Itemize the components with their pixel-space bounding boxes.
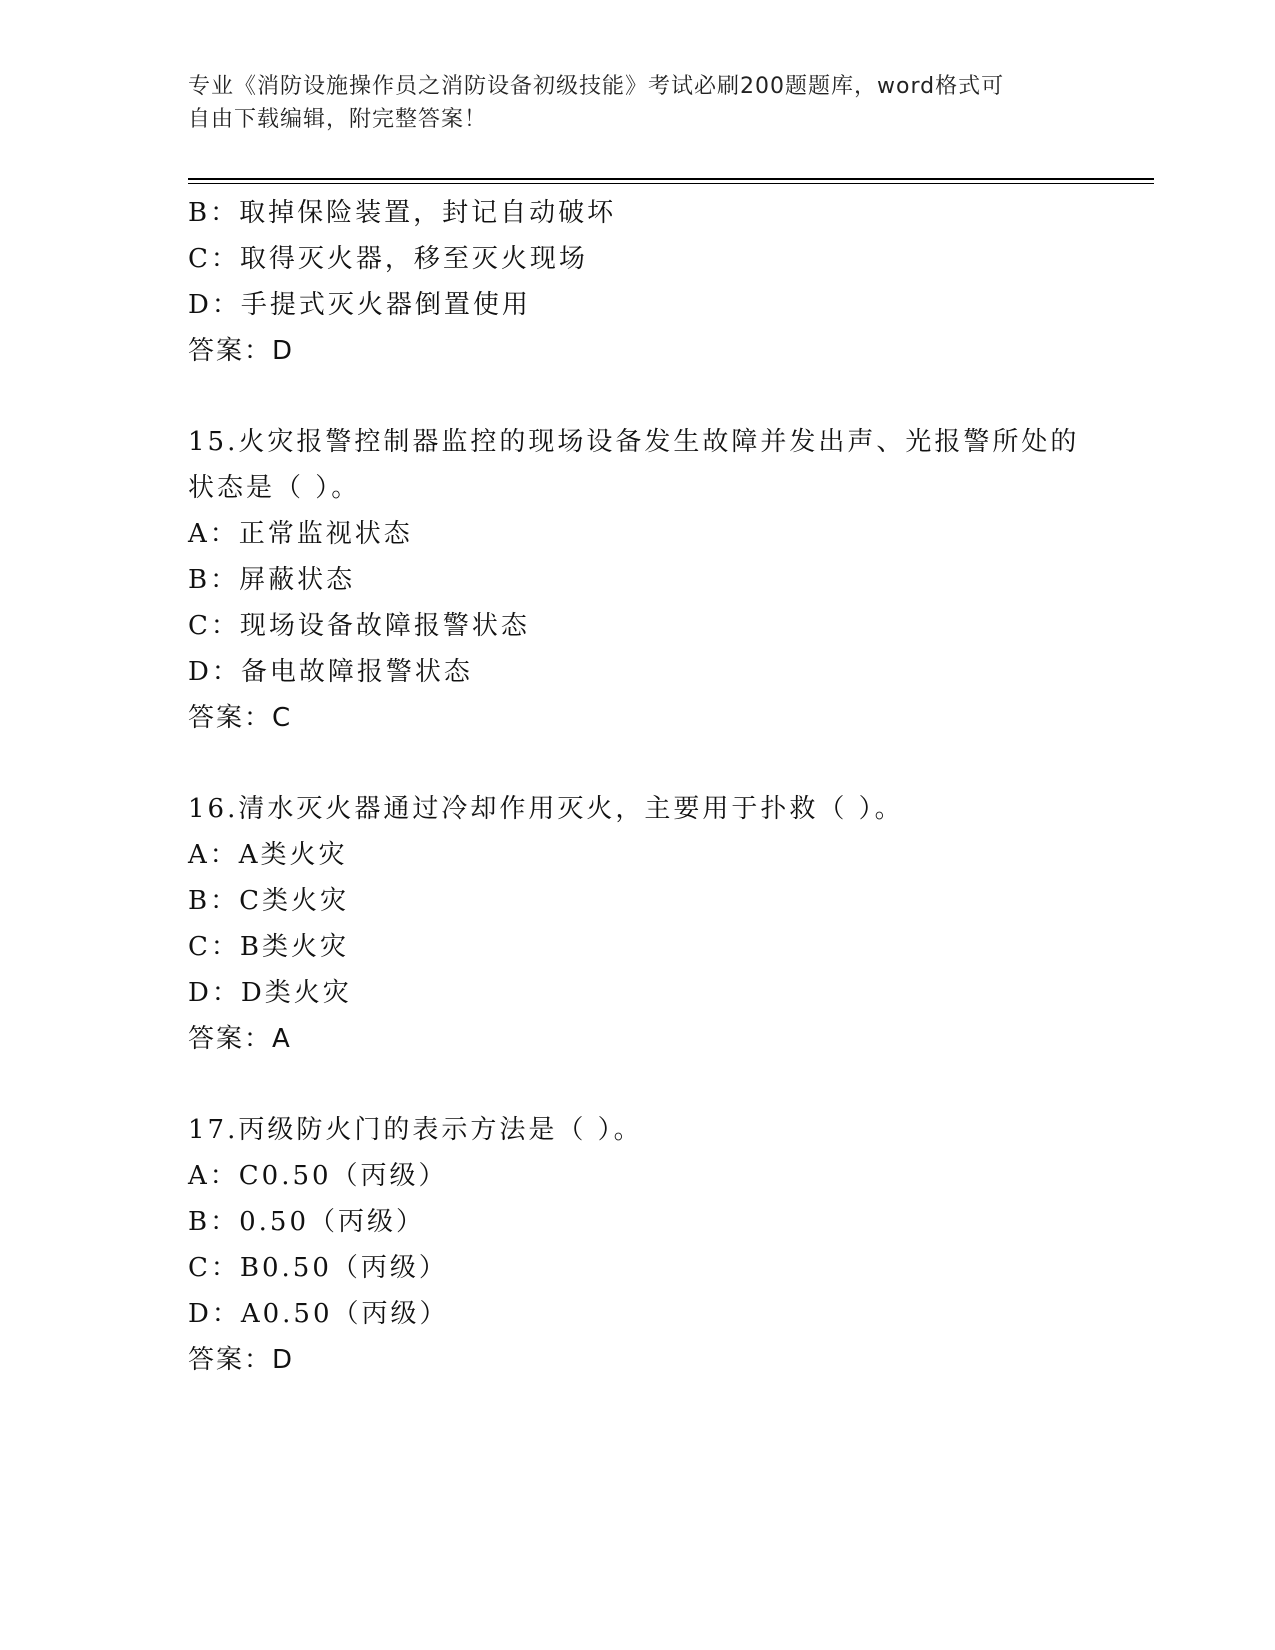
option-c: C：B类火灾 — [188, 932, 350, 962]
option-c: C：取得灭火器，移至灭火现场 — [188, 244, 588, 274]
question-block-16 — [188, 786, 1154, 1062]
question-block-15 — [188, 419, 1154, 741]
answer-line: 答案：D — [188, 1345, 295, 1375]
option-b: B：取掉保险装置，封记自动破坏 — [188, 198, 617, 228]
question-stem-continued: 状态是（ ）。 — [188, 473, 361, 503]
option-b: B：C类火灾 — [188, 886, 350, 916]
option-a: A：A类火灾 — [188, 840, 348, 870]
question-block-17 — [188, 1107, 1154, 1383]
option-a: A：正常监视状态 — [188, 519, 413, 549]
option-b: B：屏蔽状态 — [188, 565, 356, 595]
option-c: C：B0.50（丙级） — [188, 1253, 448, 1283]
option-d: D：A0.50（丙级） — [188, 1299, 449, 1329]
answer-line: 答案：D — [188, 336, 295, 366]
question-stem: 17.丙级防火门的表示方法是（ ）。 — [188, 1115, 643, 1145]
option-d: D：D类火灾 — [188, 978, 352, 1008]
option-d: D：备电故障报警状态 — [188, 657, 473, 687]
option-c: C：现场设备故障报警状态 — [188, 611, 530, 641]
header-rule-thick — [188, 178, 1154, 180]
question-stem: 16.清水灭火器通过冷却作用灭火，主要用于扑救（ ）。 — [188, 794, 904, 824]
answer-line: 答案：A — [188, 1024, 292, 1054]
question-block-prev — [188, 190, 1154, 374]
document-header — [188, 70, 1068, 136]
answer-line: 答案：C — [188, 703, 293, 733]
header-line-1: 专业《消防设施操作员之消防设备初级技能》考试必刷200题题库，word格式可 — [188, 74, 1005, 99]
option-b: B：0.50（丙级） — [188, 1207, 425, 1237]
option-d: D：手提式灭火器倒置使用 — [188, 290, 531, 320]
option-a: A：C0.50（丙级） — [188, 1161, 448, 1191]
question-stem: 15.火灾报警控制器监控的现场设备发生故障并发出声、光报警所处的 — [188, 427, 1080, 457]
question-list — [188, 190, 1154, 1383]
header-rule-thin — [188, 183, 1154, 184]
header-line-2: 自由下载编辑，附完整答案！ — [188, 107, 488, 132]
